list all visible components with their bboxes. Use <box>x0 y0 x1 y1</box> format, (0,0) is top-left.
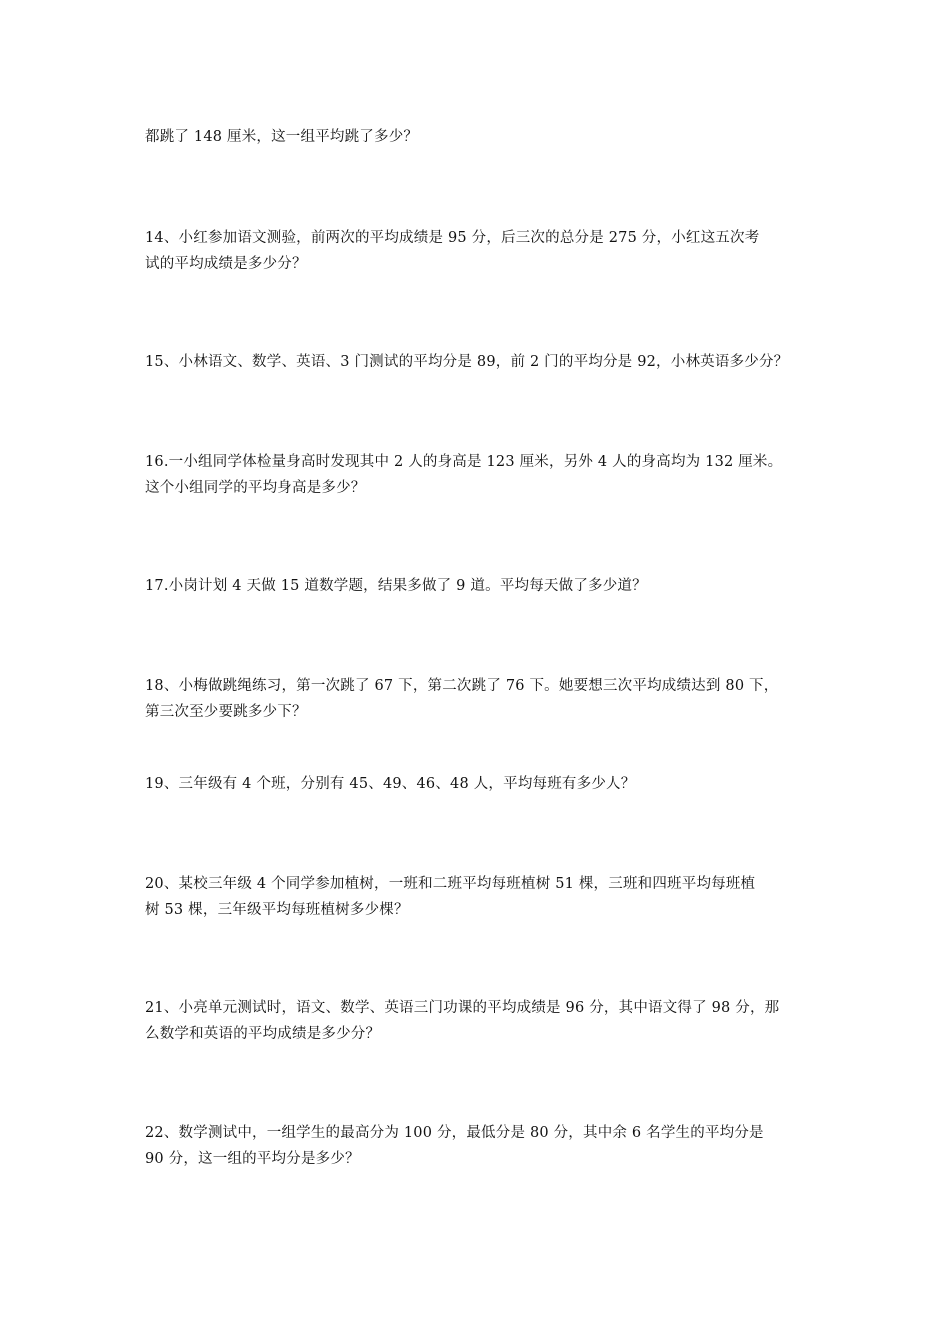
problem-13-continuation <box>145 124 817 150</box>
problem-17 <box>145 573 817 599</box>
problem-21 <box>145 995 817 1047</box>
text-line: 么数学和英语的平均成绩是多少分？ <box>145 1026 381 1042</box>
problem-16 <box>145 449 817 501</box>
text-line: 18、小梅做跳绳练习，第一次跳了 67 下，第二次跳了 76 下。她要想三次平均成绩达到 80 下， <box>145 678 779 694</box>
text-line: 21、小亮单元测试时，语文、数学、英语三门功课的平均成绩是 96 分，其中语文得了 98 分，那 <box>145 1000 780 1016</box>
text-line: 16.一小组同学体检量身高时发现其中 2 人的身高是 123 厘米，另外 4 人的身高均为 132 厘米。 <box>145 454 783 470</box>
text-line: 90 分，这一组的平均分是多少？ <box>145 1151 360 1167</box>
text-line: 第三次至少要跳多少下？ <box>145 704 307 720</box>
text-line: 树 53 棵，三年级平均每班植树多少棵？ <box>145 902 409 918</box>
text-line: 22、数学测试中，一组学生的最高分为 100 分，最低分是 80 分，其中余 6 名学生的平均分是 <box>145 1125 764 1141</box>
text-line: 14、小红参加语文测验，前两次的平均成绩是 95 分，后三次的总分是 275 分，小红这五次考 <box>145 230 760 246</box>
problem-14 <box>145 225 817 277</box>
text-line: 20、某校三年级 4 个同学参加植树，一班和二班平均每班植树 51 棵，三班和四班平均每班植 <box>145 876 756 892</box>
text-line: 这个小组同学的平均身高是多少？ <box>145 480 366 496</box>
problem-22 <box>145 1120 817 1172</box>
problem-15 <box>145 349 817 375</box>
text-line: 15、小林语文、数学、英语、3 门测试的平均分是 89，前 2 门的平均分是 92，小林英语多少分？ <box>145 354 789 370</box>
text-line: 19、三年级有 4 个班，分别有 45、49、46、48 人，平均每班有多少人？ <box>145 776 636 792</box>
problem-20 <box>145 871 817 923</box>
text-line: 都跳了 148 厘米，这一组平均跳了多少？ <box>145 129 419 145</box>
text-line: 试的平均成绩是多少分？ <box>145 256 307 272</box>
text-line: 17.小岗计划 4 天做 15 道数学题，结果多做了 9 道。平均每天做了多少道？ <box>145 578 647 594</box>
problem-19 <box>145 771 817 797</box>
problem-18 <box>145 673 817 725</box>
